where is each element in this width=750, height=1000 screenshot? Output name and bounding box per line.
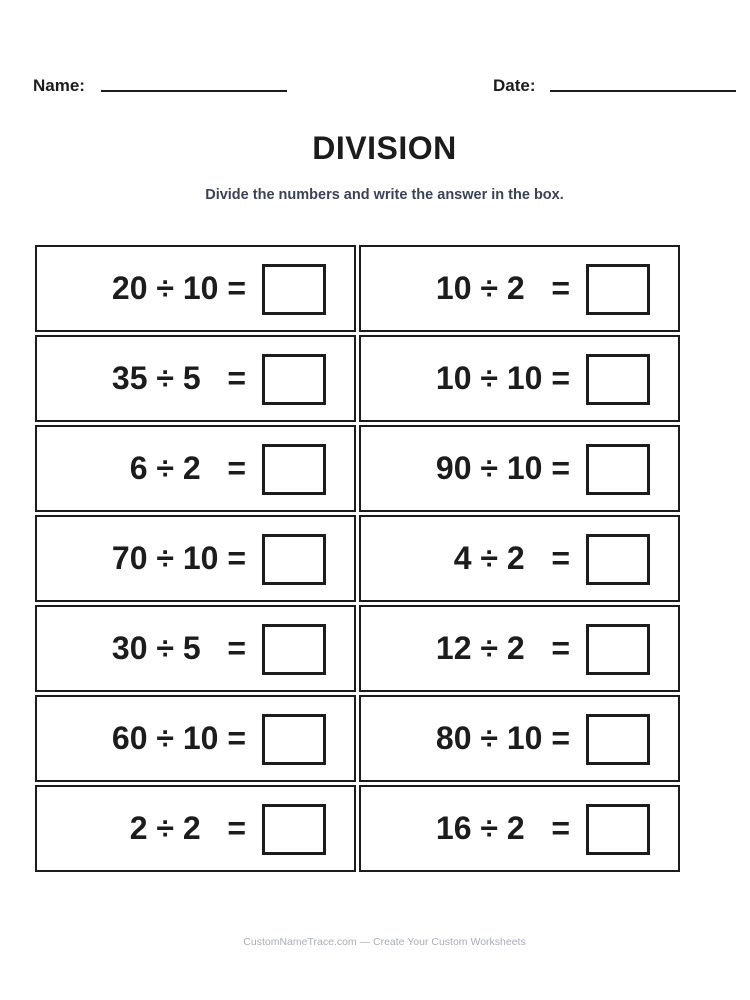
problem-card — [35, 335, 356, 422]
answer-box[interactable] — [262, 714, 326, 765]
problem-expression: 2 ÷ 2 = — [129, 810, 246, 846]
date-label: Date: — [493, 76, 536, 95]
answer-box[interactable] — [586, 804, 650, 855]
answer-box[interactable] — [586, 534, 650, 585]
answer-box[interactable] — [262, 534, 326, 585]
problem-expression: 16 ÷ 2 = — [435, 810, 570, 846]
instructions: Divide the numbers and write the answer in the box. — [205, 187, 564, 203]
problem-expression: 10 ÷ 10 = — [435, 360, 570, 396]
problem-expression: 70 ÷ 10 = — [111, 540, 246, 576]
answer-box[interactable] — [586, 264, 650, 315]
worksheet-title: DIVISION — [312, 130, 457, 166]
problem-card — [35, 695, 356, 782]
problem-expression: 90 ÷ 10 = — [435, 450, 570, 486]
name-field-line — [101, 90, 287, 92]
problem-expression: 60 ÷ 10 = — [111, 720, 246, 756]
answer-box[interactable] — [586, 624, 650, 675]
footer-credit: CustomNameTrace.com — Create Your Custom Worksheets — [243, 936, 526, 948]
problem-expression: 20 ÷ 10 = — [111, 270, 246, 306]
problem-card — [359, 695, 680, 782]
answer-box[interactable] — [262, 804, 326, 855]
problem-card — [359, 785, 680, 872]
answer-box[interactable] — [586, 354, 650, 405]
problem-card — [35, 245, 356, 332]
problem-card — [359, 605, 680, 692]
answer-box[interactable] — [262, 354, 326, 405]
problem-expression: 12 ÷ 2 = — [435, 630, 570, 666]
problem-expression: 10 ÷ 2 = — [435, 270, 570, 306]
problem-card — [35, 515, 356, 602]
problem-expression: 30 ÷ 5 = — [111, 630, 246, 666]
problem-card — [359, 245, 680, 332]
problem-expression: 4 ÷ 2 = — [453, 540, 570, 576]
name-label: Name: — [33, 76, 85, 95]
problem-card — [359, 515, 680, 602]
answer-box[interactable] — [262, 264, 326, 315]
problem-card — [359, 335, 680, 422]
answer-box[interactable] — [586, 444, 650, 495]
answer-box[interactable] — [586, 714, 650, 765]
problem-expression: 6 ÷ 2 = — [129, 450, 246, 486]
problem-card — [35, 785, 356, 872]
problem-card — [359, 425, 680, 512]
problem-expression: 80 ÷ 10 = — [435, 720, 570, 756]
date-field-line — [550, 90, 736, 92]
answer-box[interactable] — [262, 444, 326, 495]
problem-card — [35, 605, 356, 692]
problem-card — [35, 425, 356, 512]
answer-box[interactable] — [262, 624, 326, 675]
problem-expression: 35 ÷ 5 = — [111, 360, 246, 396]
